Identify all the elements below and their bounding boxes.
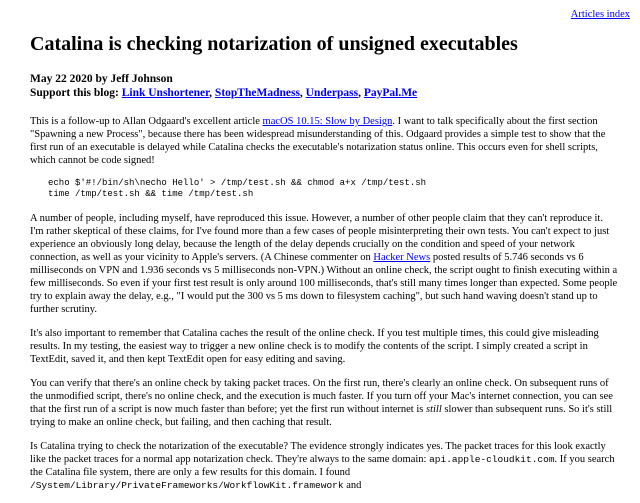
separator: ,	[299, 87, 306, 99]
text: A number of people, including myself, have reproduced this issue. However, a number of other people claim that they can't reproduce it. I'm rather skeptical of these claims, for I've found more than a few cases of people misinterpreting their own tests. You can't expect to just experience an obviously long delay, because the length of the delay depends crucially on the condition and speed of your network connection, as well as your vicinity to Apple's servers. (A Chinese commenter on	[30, 213, 610, 263]
hacker-news-link[interactable]: Hacker News	[373, 252, 431, 263]
emphasis: still	[425, 404, 442, 415]
support-prefix: Support this blog:	[30, 87, 122, 99]
paragraph-packet-traces	[30, 377, 618, 429]
support-line	[30, 86, 618, 100]
stopthemadness-link[interactable]: StopTheMadness	[214, 87, 300, 99]
separator: ,	[209, 87, 215, 99]
articles-index-link[interactable]: Articles index	[570, 9, 630, 20]
underpass-link[interactable]: Underpass	[305, 87, 359, 99]
domain-code: api.apple-cloudkit.com	[429, 454, 555, 465]
separator: ,	[358, 87, 364, 99]
code-block: echo $'#!/bin/sh\necho Hello' > /tmp/test.sh && chmod a+x /tmp/test.sh time /tmp/test.sh && time /tmp/test.sh	[48, 178, 427, 199]
text: posted results of 5.746 seconds vs 6 milliseconds on VPN and 1.936 seconds vs 5 milliseconds non-VPN.) Without an online check, the script ought to finish executing within a few milliseconds. So even if your first test result is only around 100 milliseconds, that's still many times longer than expected. Some people try to explain away the delay, e.g., "I would put the 300 vs 5 ms down to filesystem caching", but such hand waving doesn't stand up to further scrutiny.	[30, 252, 618, 315]
page-title: Catalina is checking notarization of unsigned executables	[30, 33, 518, 55]
paragraph-notarization	[30, 440, 618, 492]
text: . If you search the Catalina file system, there are only a few results for this domain. I found	[30, 454, 615, 478]
paragraph-reproduction	[30, 212, 618, 316]
text: and	[343, 480, 362, 491]
paypal-link[interactable]: PayPal.Me	[363, 87, 418, 99]
paragraph-caching: It's also important to remember that Catalina caches the result of the online check. If you test multiple times, this could give misleading results. In my testing, the easiest way to trigger a new online check is to modify the contents of the script. I simply created a script in TextEdit, saved it, and then kept TextEdit open for easy editing and saving.	[30, 328, 599, 365]
paragraph-intro	[30, 115, 618, 167]
text: . I want to talk specifically about the first section "Spawning a new Process", because there has been widespread misunderstanding of this. Odgaard provides a simple test to show that the first run of an executable is delayed while Catalina checks the executable's notarization status online. This occurs even for shell scripts, which cannot be code signed!	[30, 116, 606, 166]
text: slower than subsequent runs. So it's still trying to make an online check, but failing, and then caching that result.	[30, 404, 613, 428]
text: You can verify that there's an online check by taking packet traces. On the first run, there's clearly an online check. On subsequent runs of the unmodified script, there's no online check, and the execution is much faster. If you turn off your Mac's internet connection, you can see that the first run of a script is now much faster than before; yet the first run without internet is	[30, 378, 613, 415]
link-unshortener-link[interactable]: Link Unshortener	[121, 87, 210, 99]
text: Is Catalina trying to check the notarization of the executable? The evidence strongly indicates yes. The packet traces for this look exactly like the packet traces for a normal app notarization check. They're always to the same domain:	[30, 441, 606, 465]
text: This is a follow-up to Allan Odgaard's excellent article	[30, 116, 263, 127]
path-code: /System/Library/PrivateFrameworks/WorkflowKit.framework	[30, 480, 344, 491]
byline: May 22 2020 by Jeff Johnson	[30, 73, 173, 85]
article	[30, 32, 618, 503]
macos-slow-by-design-link[interactable]: macOS 10.15: Slow by Design	[262, 116, 393, 127]
